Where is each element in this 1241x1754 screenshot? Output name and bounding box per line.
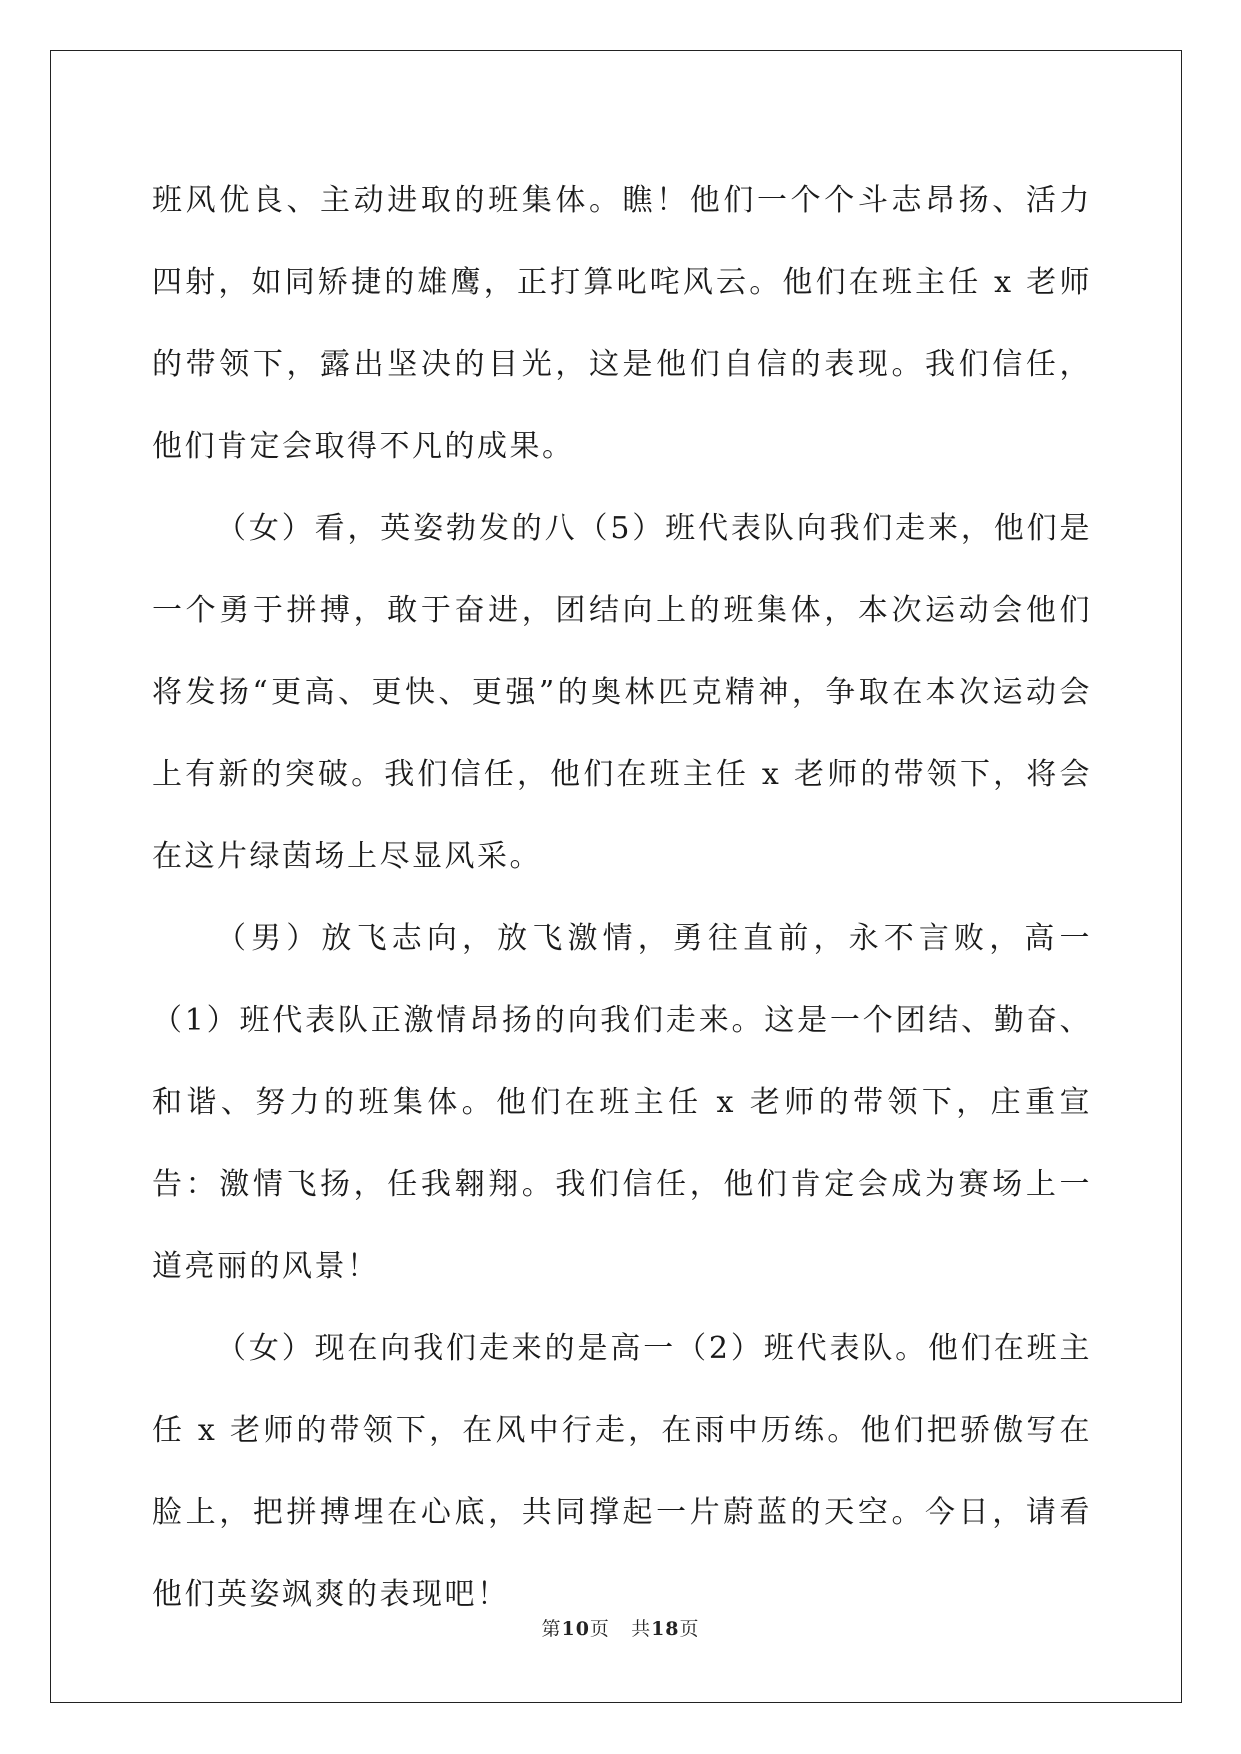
page-footer (0, 1617, 1241, 1641)
paragraph-4: （女）现在向我们走来的是高一（2）班代表队。他们在班主任 x 老师的带领下，在风中行走，在雨中历练。他们把骄傲写在脸上，把拼搏埋在心底，共同撑起一片蔚蓝的天空。今日，请看他们英姿飒爽的表现吧！ (152, 1331, 1092, 1612)
paragraph-3: （男）放飞志向，放飞激情，勇往直前，永不言败，高一（1）班代表队正激情昂扬的向我们走来。这是一个团结、勤奋、和谐、努力的班集体。他们在班主任 x 老师的带领下，庄重宣告：激情飞扬，任我翱翔。我们信任，他们肯定会成为赛场上一道亮丽的风景！ (152, 921, 1092, 1284)
total-suffix: 页 (679, 1618, 700, 1640)
total-prefix: 共 (631, 1618, 652, 1640)
paragraph-2: （女）看，英姿勃发的八（5）班代表队向我们走来，他们是一个勇于拼搏，敢于奋进，团结向上的班集体，本次运动会他们将发扬“更高、更快、更强”的奥林匹克精神，争取在本次运动会上有新的突破。我们信任，他们在班主任 x 老师的带领下，将会在这片绿茵场上尽显风采。 (152, 511, 1092, 874)
page-suffix: 页 (589, 1618, 610, 1640)
page-prefix: 第 (541, 1618, 562, 1640)
total-page-number: 18 (651, 1618, 680, 1640)
current-page-number: 10 (561, 1618, 590, 1640)
paragraph-1: 班风优良、主动进取的班集体。瞧！他们一个个斗志昂扬、活力四射，如同矫捷的雄鹰，正打算叱咤风云。他们在班主任 x 老师的带领下，露出坚决的目光，这是他们自信的表现。我们信任，他们肯定会取得不凡的成果。 (152, 183, 1092, 464)
document-body (152, 160, 1092, 1636)
